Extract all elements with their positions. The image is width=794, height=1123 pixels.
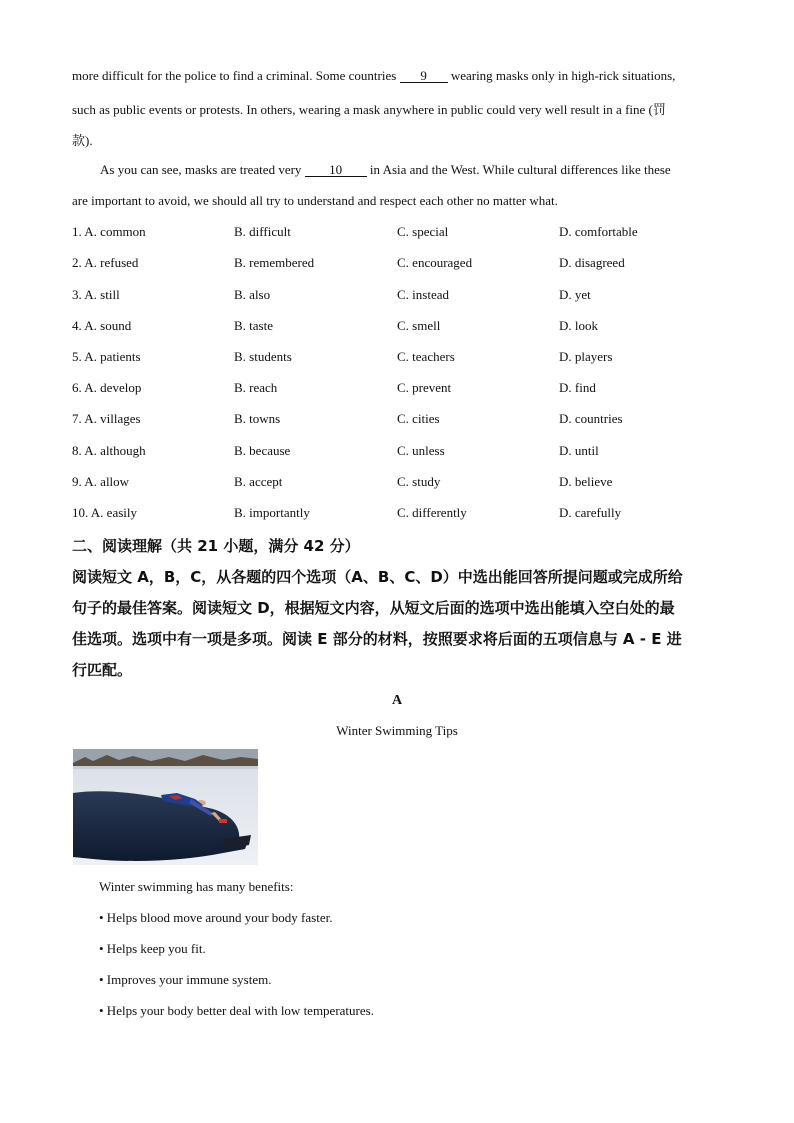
option-b: B. taste: [234, 318, 273, 333]
option-d: D. yet: [559, 287, 591, 302]
benefit-item: • Helps blood move around your body faster.: [99, 910, 333, 925]
option-a: 6. A. develop: [72, 380, 142, 395]
option-d: D. believe: [559, 474, 613, 489]
winter-swimming-photo: [73, 749, 258, 865]
option-row: [72, 411, 722, 429]
benefit-item: • Helps keep you fit.: [99, 941, 206, 956]
option-c: C. encouraged: [397, 255, 473, 270]
option-c: C. differently: [397, 505, 467, 520]
passage-line: are important to avoid, we should all try to understand and respect each other no matter what.: [72, 193, 558, 208]
option-b: B. importantly: [234, 505, 310, 520]
part-title: Winter Swimming Tips: [336, 723, 458, 738]
option-c: C. instead: [397, 287, 449, 302]
option-a: 8. A. although: [72, 443, 146, 458]
option-b: B. reach: [234, 380, 278, 395]
option-b: B. because: [234, 443, 291, 458]
option-d: D. until: [559, 443, 599, 458]
instruction-line: 行匹配。: [72, 661, 133, 679]
part-letter: A: [391, 693, 403, 708]
option-row: [72, 255, 722, 273]
option-c: C. teachers: [397, 349, 455, 364]
option-row: [72, 318, 722, 336]
option-a: 9. A. allow: [72, 474, 130, 489]
benefit-item: • Helps your body better deal with low temperatures.: [99, 1003, 374, 1018]
option-d: D. countries: [559, 411, 623, 426]
passage-line: [100, 162, 750, 178]
passage-text: in Asia and the West. While cultural differences like these: [366, 162, 671, 177]
option-b: B. accept: [234, 474, 283, 489]
option-b: B. towns: [234, 411, 281, 426]
option-b: B. difficult: [234, 224, 291, 239]
passage-line: such as public events or protests. In others, wearing a mask anywhere in public could very well result in a fine (罚: [72, 102, 666, 117]
option-c: C. study: [397, 474, 441, 489]
option-d: D. look: [559, 318, 598, 333]
option-row: [72, 349, 722, 367]
benefit-item: • Improves your immune system.: [99, 972, 272, 987]
option-c: C. unless: [397, 443, 445, 458]
option-c: C. cities: [397, 411, 440, 426]
option-row: [72, 287, 722, 305]
winter-swimmer-image: [73, 749, 258, 865]
intro-text: Winter swimming has many benefits:: [99, 879, 294, 894]
passage-line: [72, 68, 722, 84]
instruction-line: 句子的最佳答案。阅读短文 D，根据短文内容，从短文后面的选项中选出能填入空白处的最: [72, 599, 675, 617]
option-b: B. remembered: [234, 255, 315, 270]
instruction-line: 佳选项。选项中有一项是多项。阅读 E 部分的材料，按照要求将后面的五项信息与 A - E 进: [72, 630, 682, 648]
option-c: C. smell: [397, 318, 441, 333]
option-row: [72, 505, 722, 523]
option-d: D. players: [559, 349, 613, 364]
blank-9: 9: [400, 69, 448, 83]
option-a: 5. A. patients: [72, 349, 141, 364]
option-d: D. find: [559, 380, 596, 395]
option-row: [72, 474, 722, 492]
passage-text: wearing masks only in high-rick situations,: [447, 68, 676, 83]
option-c: C. prevent: [397, 380, 452, 395]
option-c: C. special: [397, 224, 449, 239]
option-row: [72, 380, 722, 398]
option-a: 7. A. villages: [72, 411, 141, 426]
option-b: B. also: [234, 287, 271, 302]
passage-text: As you can see, masks are treated very: [100, 162, 305, 177]
option-a: 1. A. common: [72, 224, 146, 239]
section-heading: 二、阅读理解（共 21 小题，满分 42 分）: [72, 537, 360, 555]
option-a: 4. A. sound: [72, 318, 132, 333]
option-d: D. carefully: [559, 505, 622, 520]
option-a: 10. A. easily: [72, 505, 137, 520]
option-d: D. disagreed: [559, 255, 625, 270]
passage-text: more difficult for the police to find a criminal. Some countries: [72, 68, 400, 83]
instruction-line: 阅读短文 A，B，C，从各题的四个选项（A、B、C、D）中选出能回答所提问题或完成所给: [72, 568, 683, 586]
option-a: 3. A. still: [72, 287, 120, 302]
option-row: [72, 443, 722, 461]
option-a: 2. A. refused: [72, 255, 139, 270]
option-b: B. students: [234, 349, 292, 364]
option-row: [72, 224, 722, 242]
option-d: D. comfortable: [559, 224, 638, 239]
passage-line: 款).: [72, 133, 93, 148]
blank-10: 10: [305, 163, 367, 177]
